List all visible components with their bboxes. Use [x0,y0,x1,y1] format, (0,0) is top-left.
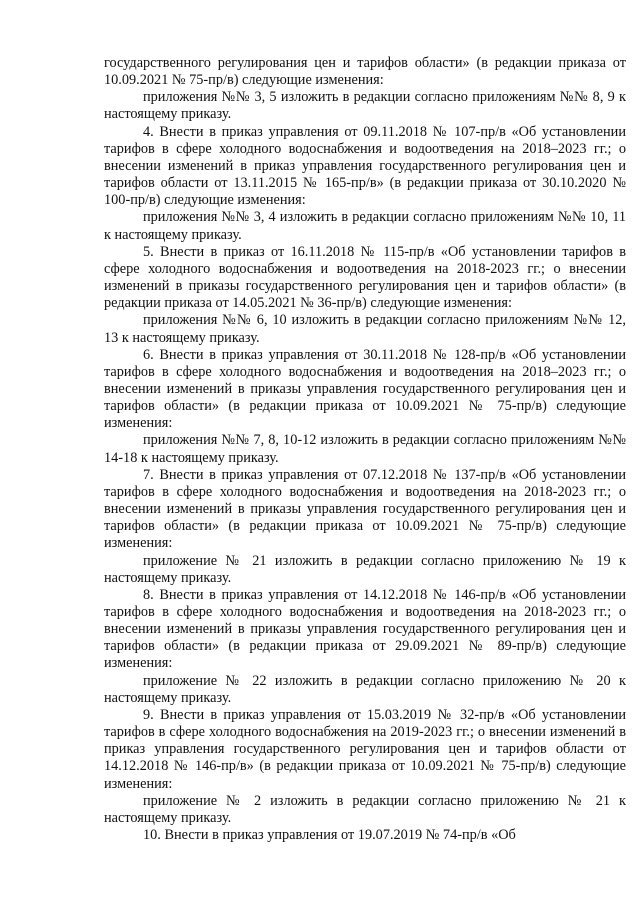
paragraph-item-7: 7. Внести в приказ управления от 07.12.2018 № 137-пр/в «Об установлении тарифов в сфере холодного водоснабжения и водоотведения на 2018-2023 гг.; о внесении изменений в приказы управления государственного регулирования цен и тарифов области» (в редакции приказа от 10.09.2021 № 75-пр/в) следующие изменения: [104,466,626,552]
paragraph-item-10: 10. Внести в приказ управления от 19.07.2019 № 74-пр/в «Об [143,827,516,844]
document-page [104,55,626,844]
paragraph-appendix-21: приложение № 2 изложить в редакции согласно приложению № 21 к настоящему приказу. [104,792,626,826]
paragraph-item-5: 5. Внести в приказ от 16.11.2018 № 115-пр/в «Об установлении тарифов в сфере холодного водоснабжения и водоотведения на 2018-2023 гг.; о внесении изменений в приказы государственного регулирования цен и тарифов области» (в редакции приказа от 14.05.2021 № 36-пр/в) следующие изменения: [104,243,626,312]
paragraph-appendix-12-13: приложения №№ 6, 10 изложить в редакции согласно приложениям №№ 12, 13 к настоящему приказу. [104,312,626,346]
paragraph-appendix-10-11: приложения №№ 3, 4 изложить в редакции согласно приложениям №№ 10, 11 к настоящему приказу. [104,209,626,243]
paragraph-item-9: 9. Внести в приказ управления от 15.03.2019 № 32-пр/в «Об установлении тарифов в сфере холодного водоснабжения на 2019-2023 гг.; о внесении изменений в приказ управления государственного регулирования цен и тарифов области от 14.12.2018 № 146-пр/в» (в редакции приказа от 10.09.2021 № 75-пр/в) следующие изменения: [104,706,626,792]
paragraph-continuation: государственного регулирования цен и тарифов области» (в редакции приказа от 10.09.2021 № 75-пр/в) следующие изменения: [104,55,626,89]
paragraph-appendix-8-9: приложения №№ 3, 5 изложить в редакции согласно приложениям №№ 8, 9 к настоящему приказу. [104,89,626,123]
paragraph-appendix-14-18: приложения №№ 7, 8, 10-12 изложить в редакции согласно приложениям №№ 14-18 к настоящему приказу. [104,432,626,466]
paragraph-appendix-20: приложение № 22 изложить в редакции согласно приложению № 20 к настоящему приказу. [104,672,626,706]
paragraph-appendix-19: приложение № 21 изложить в редакции согласно приложению № 19 к настоящему приказу. [104,552,626,586]
paragraph-item-4: 4. Внести в приказ управления от 09.11.2018 № 107-пр/в «Об установлении тарифов в сфере холодного водоснабжения и водоотведения на 2018–2023 гг.; о внесении изменений в приказ управления государственного регулирования цен и тарифов области от 13.11.2015 № 165-пр/в» (в редакции приказа от 30.10.2020 № 100-пр/в) следующие изменения: [104,123,626,209]
paragraph-item-6: 6. Внести в приказ управления от 30.11.2018 № 128-пр/в «Об установлении тарифов в сфере холодного водоснабжения и водоотведения на 2018–2023 гг.; о внесении изменений в приказы управления государственного регулирования цен и тарифов области» (в редакции приказа от 10.09.2021 № 75-пр/в) следующие изменения: [104,346,626,432]
paragraph-item-8: 8. Внести в приказ управления от 14.12.2018 № 146-пр/в «Об установлении тарифов в сфере холодного водоснабжения и водоотведения на 2018-2023 гг.; о внесении изменений в приказы управления государственного регулирования цен и тарифов области» (в редакции приказа от 29.09.2021 № 89-пр/в) следующие изменения: [104,586,626,672]
